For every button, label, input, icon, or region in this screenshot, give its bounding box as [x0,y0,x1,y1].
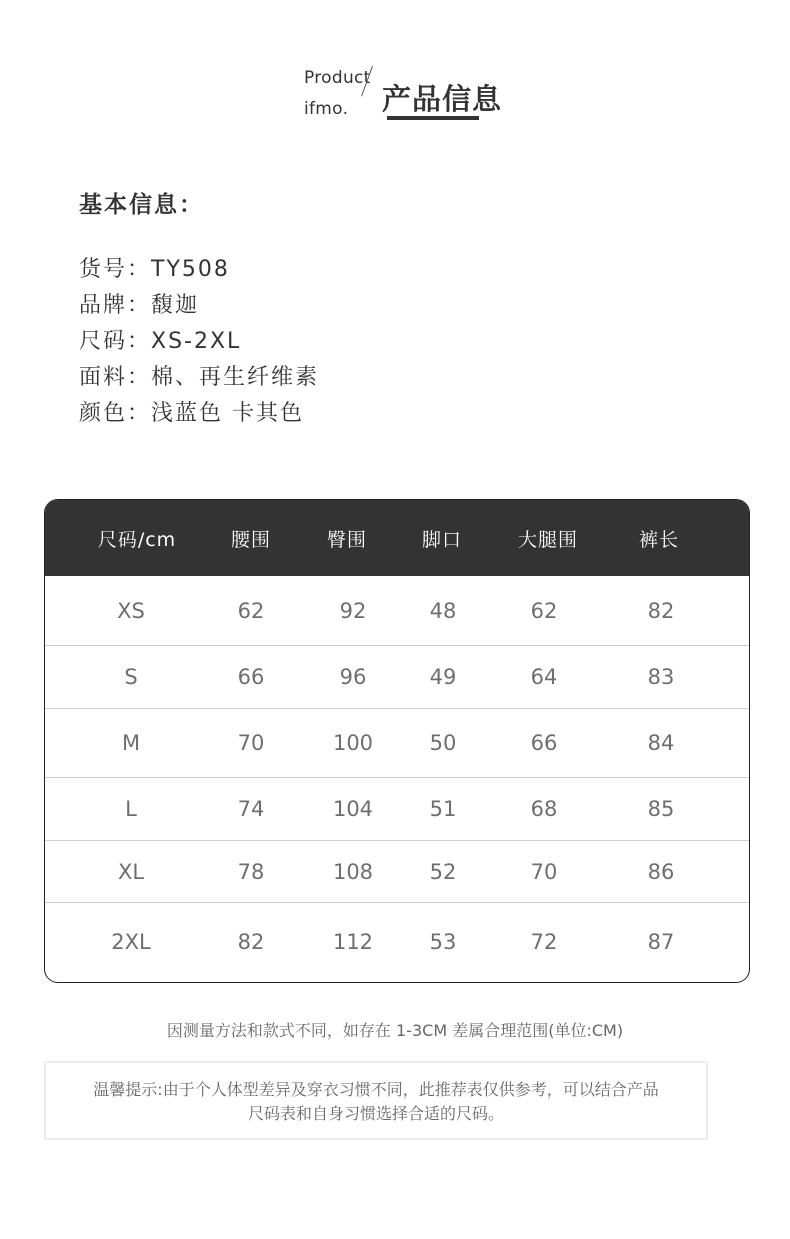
table-cell: 85 [647,797,675,821]
table-cell: 70 [530,859,558,884]
table-cell: 62 [237,598,265,623]
table-header-cell: 尺码/cm [97,529,177,551]
table-cell: 82 [237,930,265,954]
table-cell: L [125,797,137,821]
table-cell: 82 [647,598,675,623]
table-row [45,646,749,709]
info-value: 浅蓝色 卡其色 [151,401,305,426]
table-header-cell: 腰围 [230,529,272,551]
table-cell: 86 [647,859,675,884]
header-underline [387,116,479,120]
table-cell: 72 [530,930,558,954]
header-en-line1: Product [304,68,371,88]
basic-info-title: 基本信息： [79,192,204,218]
header-title: 产品信息 [382,82,503,116]
table-header-row [45,500,749,576]
table-cell: XL [117,859,145,884]
table-cell: 108 [332,859,374,884]
table-cell: 48 [429,598,457,623]
table-cell: 87 [647,930,675,954]
table-cell: 74 [237,797,265,821]
table-cell: 52 [429,859,457,884]
table-cell: 68 [530,797,558,821]
table-cell: 104 [332,797,374,821]
product-info-header [304,66,524,126]
table-cell: 2XL [111,930,151,954]
table-cell: 96 [339,665,367,689]
table-cell: 83 [647,665,675,689]
table-header-cell: 臀围 [326,529,368,551]
table-row [45,903,749,981]
table-cell: 66 [237,665,265,689]
table-row [45,576,749,646]
table-header-cell: 大腿围 [517,529,579,551]
header-en-line2: ifmo. [304,99,349,119]
info-row-size [79,324,319,360]
table-cell: M [121,731,141,755]
tip-line-2: 尺码表和自身习惯选择合适的尺码。 [247,1104,504,1123]
table-cell: 64 [530,665,558,689]
table-cell: S [124,665,138,689]
basic-info-list [79,252,319,432]
info-label: 颜色： [79,401,152,426]
measurement-note: 因测量方法和款式不同，如存在 1-3CM 差属合理范围(单位:CM) [166,1021,624,1040]
table-cell: 50 [429,731,457,755]
table-cell: 84 [647,731,675,755]
info-value: XS-2XL [151,329,242,354]
info-row-fabric [79,360,319,396]
table-cell: XS [117,598,145,623]
info-label: 货号： [79,257,152,282]
size-chart-table [44,499,750,983]
table-header-cell: 裤长 [638,529,680,551]
tip-box [44,1061,708,1140]
table-cell: 51 [429,797,457,821]
table-cell: 62 [530,598,558,623]
tip-line-1: 温馨提示:由于个人体型差异及穿衣习惯不同，此推荐表仅供参考，可以结合产品 [93,1080,659,1099]
info-row-brand [79,288,319,324]
info-value: 馥迦 [151,293,200,318]
info-value: 棉、再生纤维素 [151,365,320,390]
info-label: 品牌： [79,293,152,318]
info-value: TY508 [151,257,230,282]
info-label: 尺码： [79,329,152,354]
table-row [45,709,749,778]
table-cell: 78 [237,859,265,884]
table-cell: 100 [332,731,374,755]
info-row-color [79,396,319,432]
table-cell: 53 [429,930,457,954]
table-row [45,841,749,903]
table-row [45,778,749,841]
table-cell: 112 [332,930,374,954]
table-cell: 49 [429,665,457,689]
table-cell: 92 [339,598,367,623]
info-row-sku [79,252,319,288]
table-cell: 66 [530,731,558,755]
table-cell: 70 [237,731,265,755]
table-header-cell: 脚口 [421,529,463,551]
info-label: 面料： [79,365,152,390]
